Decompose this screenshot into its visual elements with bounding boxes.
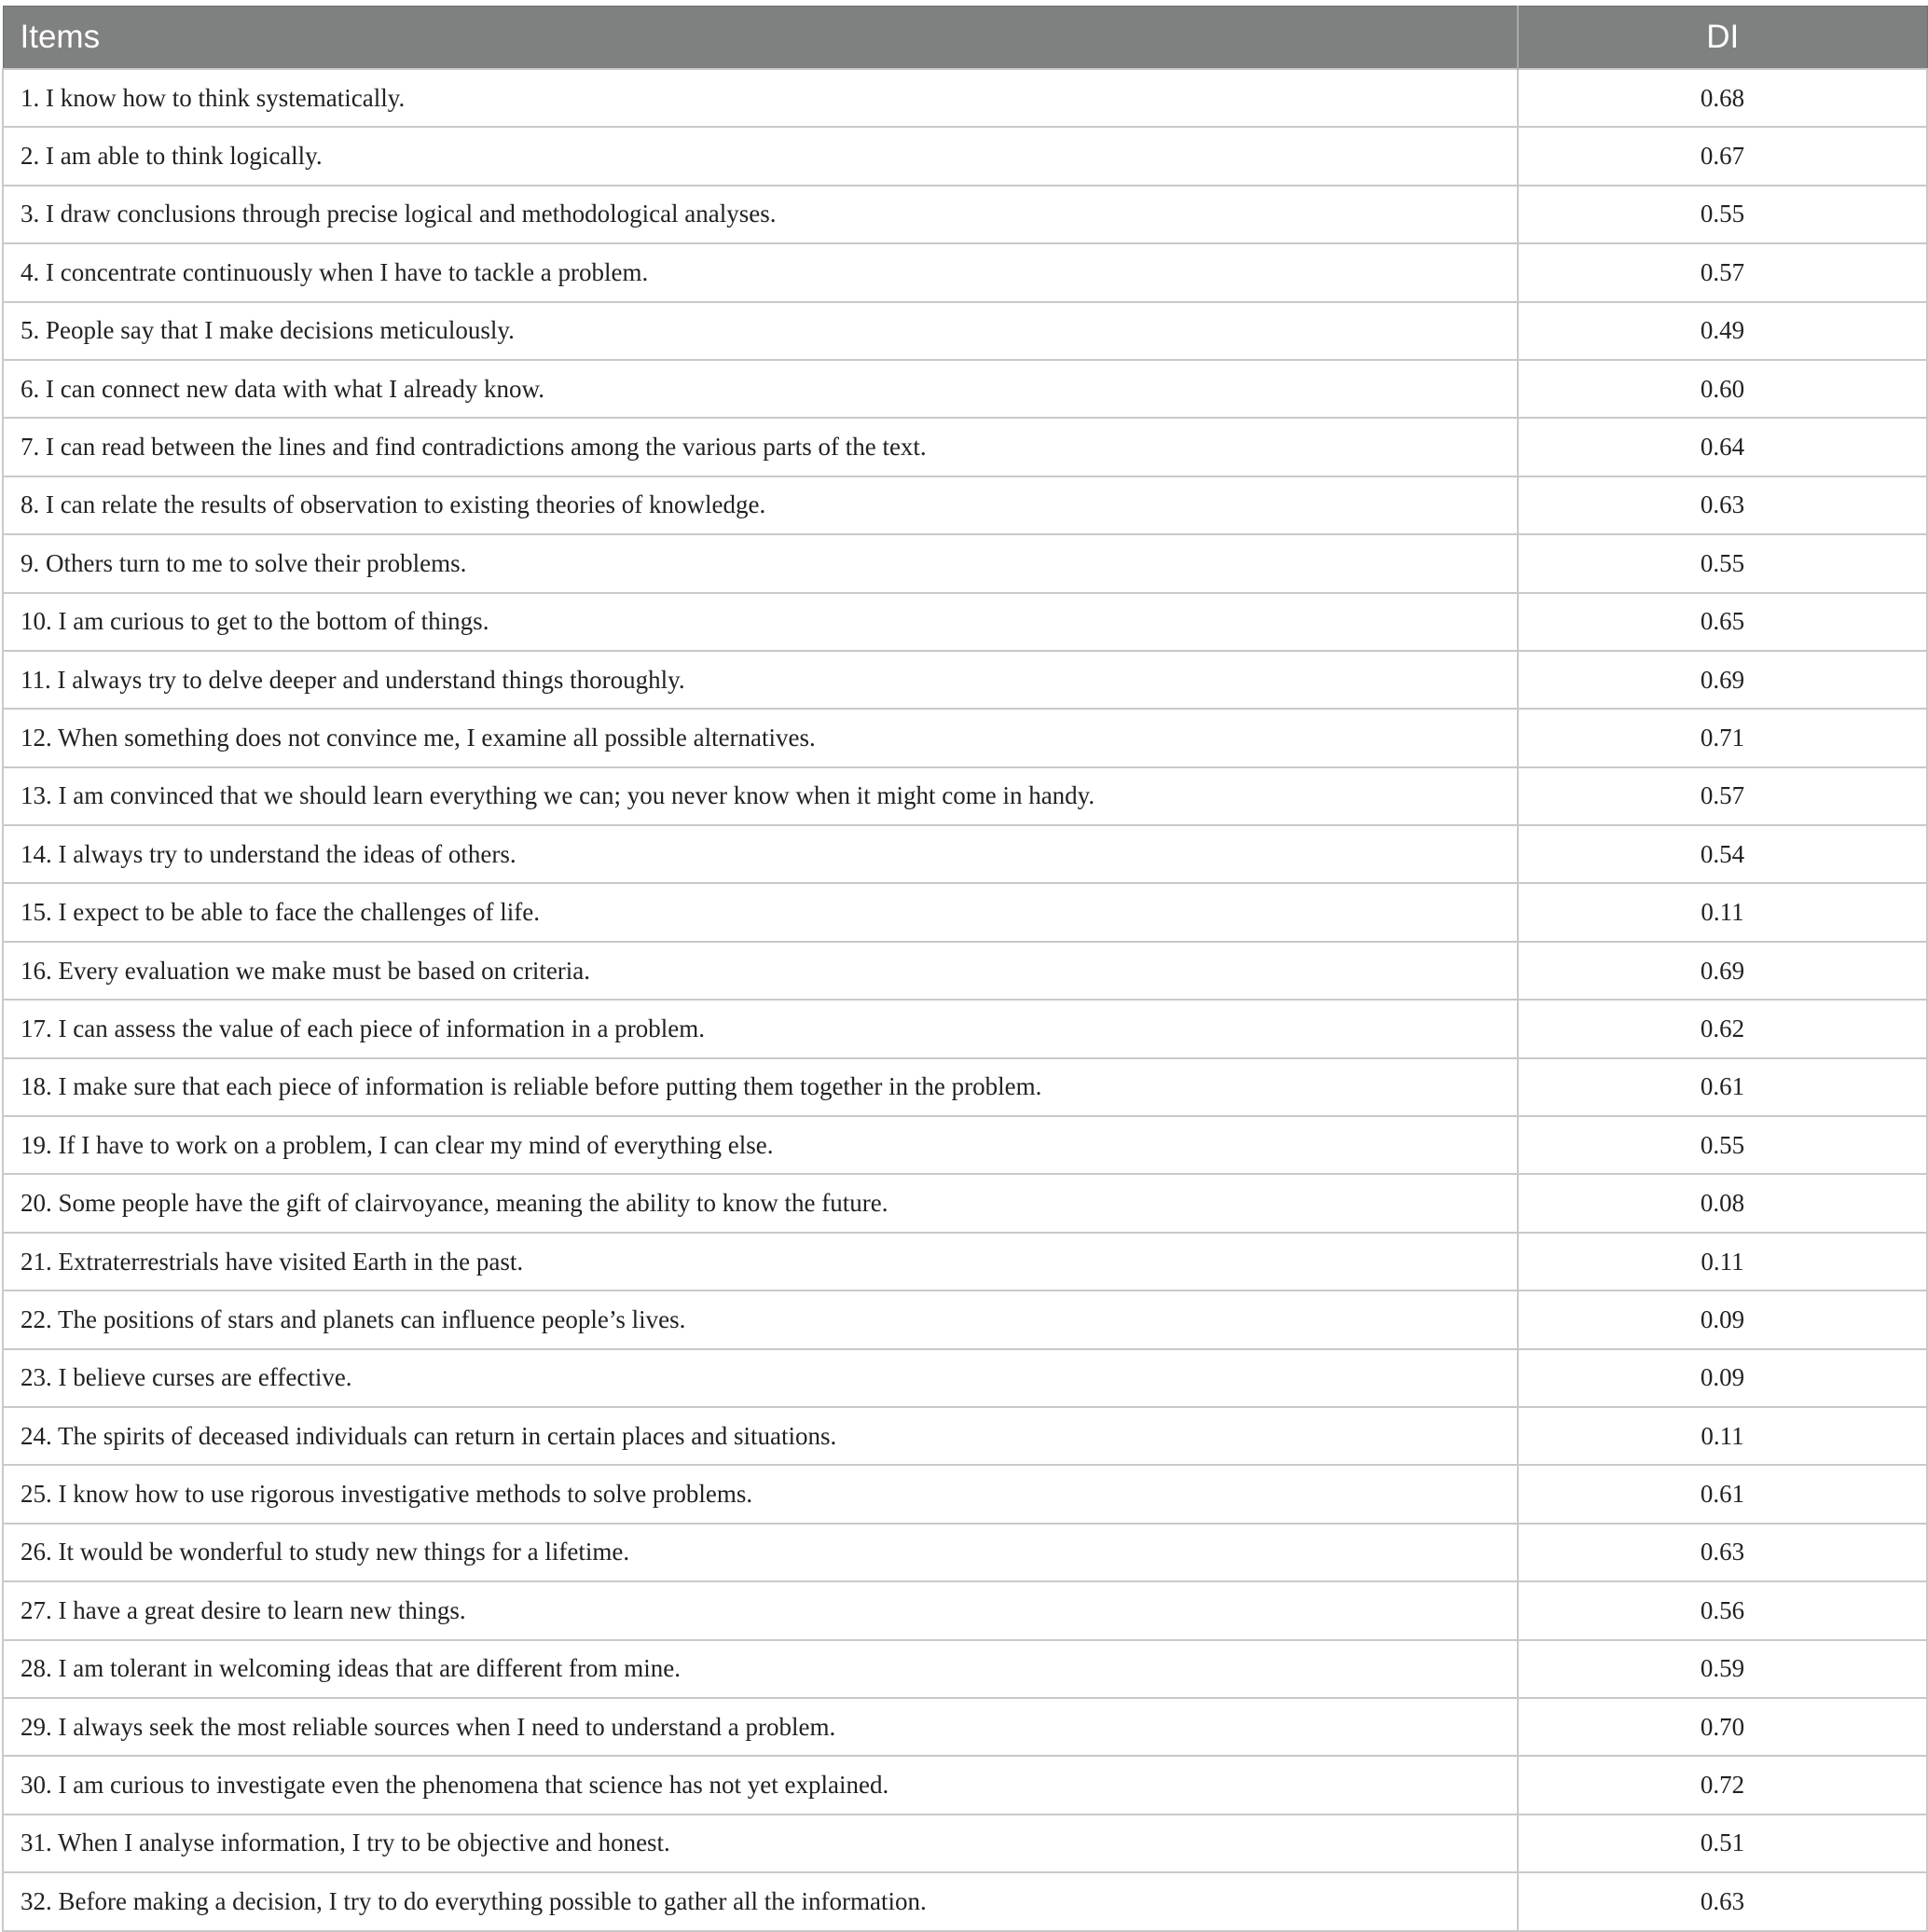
item-cell: 13. I am convinced that we should learn everything we can; you never know when it might come in handy. — [3, 767, 1518, 825]
table-row — [3, 360, 1927, 418]
table-row — [3, 534, 1927, 592]
di-value-cell: 0.57 — [1518, 767, 1927, 825]
di-value-cell: 0.68 — [1518, 69, 1927, 127]
item-cell: 32. Before making a decision, I try to do everything possible to gather all the information. — [3, 1872, 1518, 1930]
di-value-cell: 0.72 — [1518, 1756, 1927, 1814]
table-row — [3, 243, 1927, 301]
table-row — [3, 476, 1927, 534]
di-value-cell: 0.61 — [1518, 1058, 1927, 1116]
di-value-cell: 0.11 — [1518, 883, 1927, 941]
di-value-cell: 0.55 — [1518, 1116, 1927, 1174]
di-value-cell: 0.56 — [1518, 1581, 1927, 1639]
item-cell: 29. I always seek the most reliable sources when I need to understand a problem. — [3, 1698, 1518, 1756]
item-cell: 30. I am curious to investigate even the phenomena that science has not yet explained. — [3, 1756, 1518, 1814]
di-value-cell: 0.09 — [1518, 1290, 1927, 1348]
item-cell: 14. I always try to understand the ideas of others. — [3, 825, 1518, 883]
table-row — [3, 1465, 1927, 1523]
di-value-cell: 0.59 — [1518, 1640, 1927, 1698]
di-value-cell: 0.64 — [1518, 418, 1927, 476]
table-row — [3, 1581, 1927, 1639]
table-row — [3, 1872, 1927, 1930]
item-cell: 31. When I analyse information, I try to be objective and honest. — [3, 1815, 1518, 1872]
item-cell: 12. When something does not convince me, I examine all possible alternatives. — [3, 709, 1518, 766]
item-cell: 5. People say that I make decisions meticulously. — [3, 302, 1518, 360]
di-value-cell: 0.69 — [1518, 651, 1927, 709]
di-value-cell: 0.63 — [1518, 1872, 1927, 1930]
table-row — [3, 767, 1927, 825]
di-value-cell: 0.55 — [1518, 186, 1927, 243]
item-cell: 23. I believe curses are effective. — [3, 1349, 1518, 1407]
item-cell: 21. Extraterrestrials have visited Earth in the past. — [3, 1233, 1518, 1290]
table-row — [3, 1640, 1927, 1698]
di-value-cell: 0.11 — [1518, 1233, 1927, 1290]
item-cell: 4. I concentrate continuously when I have to tackle a problem. — [3, 243, 1518, 301]
table-row — [3, 1290, 1927, 1348]
table-row — [3, 1233, 1927, 1290]
item-cell: 17. I can assess the value of each piece of information in a problem. — [3, 1000, 1518, 1057]
table-header — [3, 7, 1927, 70]
column-header-di: DI — [1518, 7, 1927, 70]
item-cell: 26. It would be wonderful to study new things for a lifetime. — [3, 1524, 1518, 1581]
item-cell: 9. Others turn to me to solve their problems. — [3, 534, 1518, 592]
di-value-cell: 0.63 — [1518, 476, 1927, 534]
item-cell: 3. I draw conclusions through precise logical and methodological analyses. — [3, 186, 1518, 243]
table-row — [3, 942, 1927, 1000]
di-value-cell: 0.69 — [1518, 942, 1927, 1000]
item-cell: 8. I can relate the results of observation to existing theories of knowledge. — [3, 476, 1518, 534]
item-cell: 1. I know how to think systematically. — [3, 69, 1518, 127]
items-table-container — [2, 6, 1926, 1932]
di-value-cell: 0.08 — [1518, 1174, 1927, 1232]
item-cell: 16. Every evaluation we make must be based on criteria. — [3, 942, 1518, 1000]
item-cell: 18. I make sure that each piece of information is reliable before putting them together in the problem. — [3, 1058, 1518, 1116]
table-row — [3, 1116, 1927, 1174]
di-value-cell: 0.71 — [1518, 709, 1927, 766]
di-value-cell: 0.61 — [1518, 1465, 1927, 1523]
table-row — [3, 1174, 1927, 1232]
table-row — [3, 302, 1927, 360]
table-row — [3, 418, 1927, 476]
item-cell: 28. I am tolerant in welcoming ideas that are different from mine. — [3, 1640, 1518, 1698]
column-header-items: Items — [3, 7, 1518, 70]
di-value-cell: 0.51 — [1518, 1815, 1927, 1872]
table-row — [3, 1524, 1927, 1581]
item-cell: 7. I can read between the lines and find contradictions among the various parts of the text. — [3, 418, 1518, 476]
di-value-cell: 0.09 — [1518, 1349, 1927, 1407]
table-row — [3, 1349, 1927, 1407]
di-value-cell: 0.49 — [1518, 302, 1927, 360]
item-cell: 22. The positions of stars and planets can influence people’s lives. — [3, 1290, 1518, 1348]
item-cell: 15. I expect to be able to face the challenges of life. — [3, 883, 1518, 941]
table-row — [3, 186, 1927, 243]
di-value-cell: 0.65 — [1518, 593, 1927, 651]
header-row — [3, 7, 1927, 70]
table-row — [3, 1058, 1927, 1116]
di-value-cell: 0.54 — [1518, 825, 1927, 883]
di-value-cell: 0.67 — [1518, 127, 1927, 185]
table-row — [3, 1698, 1927, 1756]
table-row — [3, 1407, 1927, 1465]
item-cell: 6. I can connect new data with what I already know. — [3, 360, 1518, 418]
item-cell: 19. If I have to work on a problem, I can clear my mind of everything else. — [3, 1116, 1518, 1174]
table-row — [3, 825, 1927, 883]
table-row — [3, 651, 1927, 709]
table-body — [3, 69, 1927, 1931]
table-row — [3, 69, 1927, 127]
table-row — [3, 127, 1927, 185]
item-cell: 11. I always try to delve deeper and understand things thoroughly. — [3, 651, 1518, 709]
item-cell: 2. I am able to think logically. — [3, 127, 1518, 185]
item-cell: 25. I know how to use rigorous investigative methods to solve problems. — [3, 1465, 1518, 1523]
item-cell: 24. The spirits of deceased individuals can return in certain places and situations. — [3, 1407, 1518, 1465]
table-row — [3, 883, 1927, 941]
item-cell: 27. I have a great desire to learn new things. — [3, 1581, 1518, 1639]
table-row — [3, 593, 1927, 651]
table-row — [3, 709, 1927, 766]
di-value-cell: 0.60 — [1518, 360, 1927, 418]
table-row — [3, 1756, 1927, 1814]
item-cell: 10. I am curious to get to the bottom of things. — [3, 593, 1518, 651]
di-value-cell: 0.55 — [1518, 534, 1927, 592]
item-cell: 20. Some people have the gift of clairvoyance, meaning the ability to know the future. — [3, 1174, 1518, 1232]
di-value-cell: 0.63 — [1518, 1524, 1927, 1581]
di-value-cell: 0.62 — [1518, 1000, 1927, 1057]
di-value-cell: 0.70 — [1518, 1698, 1927, 1756]
di-value-cell: 0.11 — [1518, 1407, 1927, 1465]
table-row — [3, 1000, 1927, 1057]
di-value-cell: 0.57 — [1518, 243, 1927, 301]
table-row — [3, 1815, 1927, 1872]
items-di-table — [2, 6, 1928, 1932]
